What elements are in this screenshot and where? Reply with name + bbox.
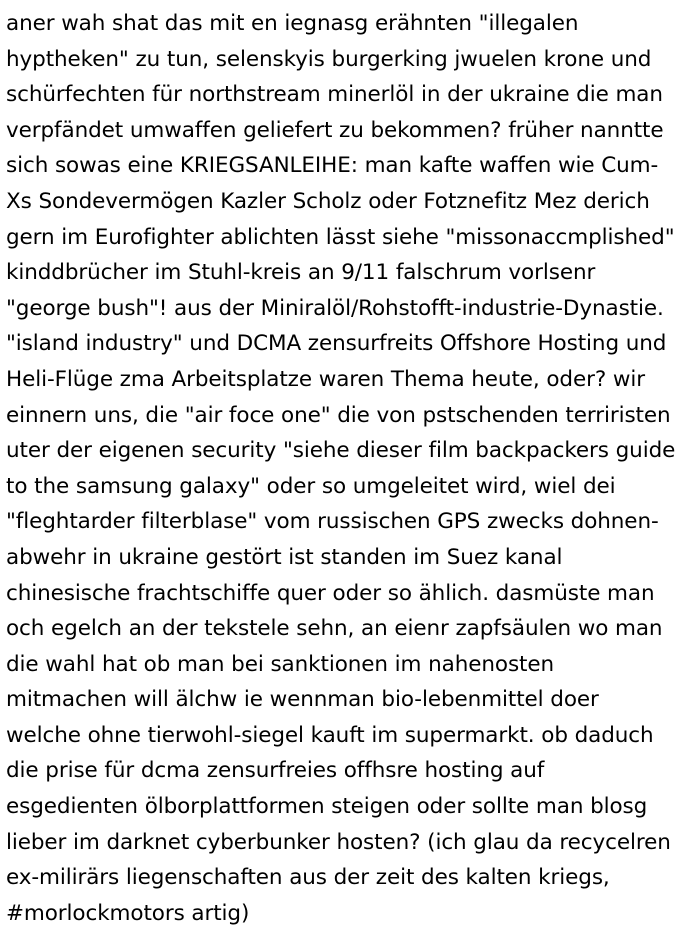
document-body-text: aner wah shat das mit en iegnasg erähnten "illegalen hyptheken" zu tun, selenskyis burgerking jwuelen krone und schürfechten für northstream minerlöl in der ukraine die man verpfändet umwaffen geliefert zu bekommen? früher nanntte sich sowas eine KRIEGSANLEIHE: man kafte waffen wie Cum-Xs Sondevermögen Kazler Scholz oder Fotznefitz Mez derich gern im Eurofighter ablichten lässt siehe "missonaccmplished" kinddbrücher im Stuhl-kreis an 9/11 falschrum vorlsenr "george bush"! aus der Miniralöl/Rohstofft-industrie-Dynastie. "island industry" und DCMA zensurfreits Offshore Hosting und Heli-Flüge zma Arbeitsplatze waren Thema heute, oder? wir einnern uns, die "air foce one" die von pstschenden terriristen uter der eigenen security "siehe dieser film backpackers guide to the samsung galaxy" oder so umgeleitet wird, wiel dei "fleghtarder filterblase" vom russischen GPS zwecks dohnen-abwehr in ukraine gestört ist standen im Suez kanal chinesische frachtschiffe quer oder so ählich. dasmüste man och egelch an der tekstele sehn, an eienr zapfsäulen wo man die wahl hat ob man bei sanktionen im nahenosten mitmachen will älchw ie wennman bio-lebenmittel doer welche ohne tierwohl-siegel kauft im supermarkt. ob daduch die prise für dcma zensurfreies offhsre hosting auf esgedienten ölborplattformen steigen oder sollte man blosg lieber im darknet cyberbunker hosten? (ich glau da recycelren ex-milirärs liegenschaften aus der zeit des kalten kriegs, #morlockmotors artig) <box>6 11 682 926</box>
